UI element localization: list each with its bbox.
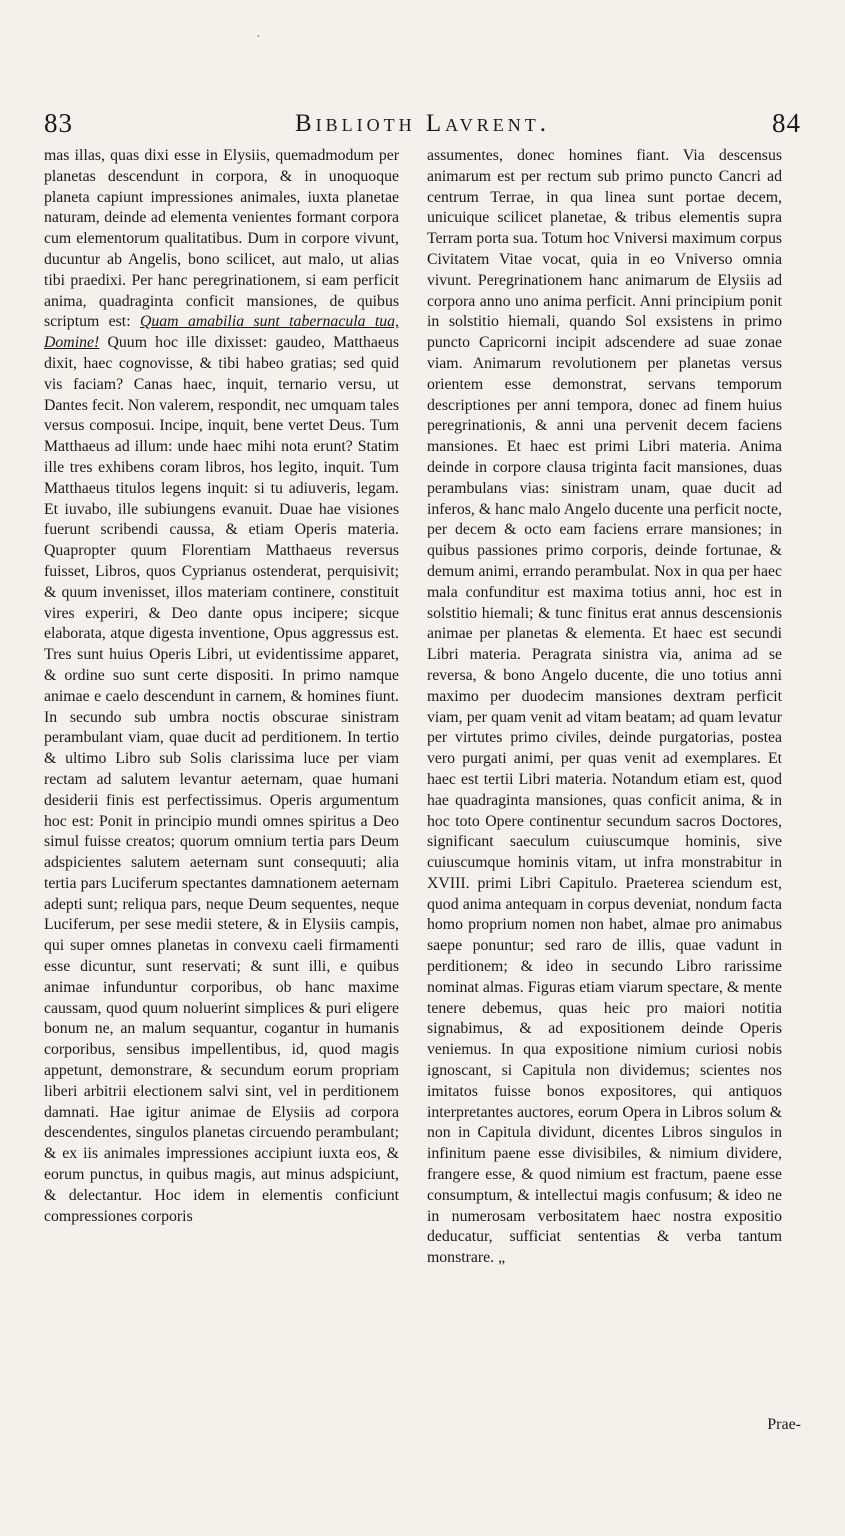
left-text-part-a: mas illas, quas dixi esse in Elysiis, quemadmodum per planetas descendunt in corpora, & in unoquoque planeta capiunt impressiones animales, iuxta planetae naturam, deinde ad elementa venientes formant corpora cum elementorum qualitatibus. Dum in corpore vivunt, ducuntur ab Angelis, bono scilicet, aut malo, ut alias tibi praedixi. Per hanc peregrinationem, si eam perficit anima, quadraginta conficit mansiones, de quibus scriptum est: xyxy=(44,147,399,331)
catchword: Prae- xyxy=(767,1416,801,1433)
page-number-left: 83 xyxy=(44,108,73,138)
right-column xyxy=(427,146,782,1269)
left-text-part-b: Quum hoc ille dixisset: gaudeo, Matthaeus dixit, haec cognovisse, & tibi habeo gratias; sed quid vis faciam? Canas haec, inquit, ternario versu, ut Dantes fecit. Non valerem, respondit, nec umquam tales versus composui. Incipe, inquit, bene vertet Deus. Tum Matthaeus ad illum: unde haec mihi nota erunt? Statim ille tres exhibens coram libros, hos legito, inquit. Tum Matthaeus titulos legens inquit: si tu adiuveris, legam. Et iuvabo, ille subiungens evanuit. Duae hae visiones fuerunt scribendi caussa, & etiam Operis materia. Quapropter quum Florentiam Matthaeus reversus fuisset, Libros, quos Cyprianus ostenderat, perquisivit; & quum invenisset, illos materiam continere, constituit vires experiri, & Deo dante opus incipere; sicque elaborata, atque digesta inventione, Opus aggressus est. Tres sunt huius Operis Libri, ut evidentissime apparet, & ordine suo sunt certe dispositi. In primo namque animae e caelo descendunt in carnem, & homines fiunt. In secundo sub umbra noctis obscurae sinistram perambulant viam, quae ducit ad perditionem. In tertio & ultimo Libro sub Solis clarissima luce per viam rectam ad salutem levantur aeternam, quae humani desiderii finis est perfectissimus. Operis argumentum hoc est: Ponit in principio mundi omnes spiritus a Deo simul fuisse creatos; quorum omnium tertia pars Deum adspicientes salutem aeternam sunt consequuti; alia tertia pars Luciferum spectantes damnationem aeternam adepti sunt; reliqua pars, neque Deum sequentes, neque Luciferum, per sese medii stetere, & in Elysiis campis, qui super omnes planetas in convexu caeli firmamenti esse dicuntur, sunt reservati; & sunt illi, e quibus animae infunduntur corporibus, ob hanc maxime caussam, quod quum noluerint simplices & puri eligere bonum ne, an malum sequantur, cogantur in humanis corporibus, sensibus impellentibus, id, quod magis appetunt, demonstrare, & secundum eorum propriam liberi arbitrii electionem salvi sint, vel in perditionem damnati. Hae igitur animae de Elysiis ad corpora descendentes, singulos planetas circuendo perambulant; & ex iis animales impressiones accipiunt iuxta eos, & eorum punctus, in quibus magis, aut minus adspiciunt, & delectantur. Hoc idem in elementis conficiunt compressiones corporis xyxy=(44,334,399,1225)
left-column xyxy=(44,146,399,1227)
page-number-right: 84 xyxy=(772,108,801,138)
right-column-text: assumentes, donec homines fiant. Via descensus animarum est per rectum sub primo puncto Cancri ad centrum Terrae, in qua linea sunt portae decem, unicuique scilicet planetae, & tribus elementis supra Terram porta sua. Totum hoc Vniversi maximum corpus Civitatem Vitae vocat, quia in eo Vniverso omnia vivunt. Peregrinationem hanc animarum de Elysiis ad corpora anno uno anima perficit. Anni principium ponit in solstitio hiemali, quando Sol exsistens in primo puncto Capricorni incipit adscendere ad suae zonae viam. Animarum revolutionem per planetas versus orientem esse demonstrat, servans temporum descriptiones per anni tempora, donec ad finem huius peregrinationis, & anni una pervenit decem faciens mansiones. Et haec est primi Libri materia. Anima deinde in corpore clausa triginta facit mansiones, duas perambulans vias: sinistram unam, quae ducit ad inferos, & hanc malo Angelo ducente una perficit nocte, per decem & octo eam faciens errare mansiones; in quibus passiones primo corporis, deinde fortunae, & demum animi, errando perambulat. Nox in qua per haec mala confunditur est maxima totius anni, hoc est in solstitio hiemali; & tunc finitus erat annus descensionis animae per planetas & elementa. Et haec est secundi Libri materia. Peragrata sinistra via, anima ad se reversa, & bono Angelo ducente, die uno totius anni maximo per duodecim mansiones dextram perficit viam, per quam venit ad vitam beatam; ad quam levatur per virtutes primo civiles, deinde purgatorias, postea vero purgati animi, per quas venit ad exemplares. Et haec est tertii Libri materia. Notandum etiam est, quod hae quadraginta mansiones, quas conficit anima, & in hoc toto Opere continentur secundum sacros Doctores, significant saeculum cuiuscumque hominis, sive cuiuscumque hominis vitam, ut infra monstrabitur in XVIII. primi Libri Capitulo. Praeterea sciendum est, quod anima antequam in corpus deveniat, nondum facta homo proprium nomen non habet, almae pro animabus saepe ponuntur; sed raro de illis, quae vadunt in perditionem; & ideo in secundo Libro rarissime nominat almas. Figuras etiam viarum spectare, & mente tenere debemus, quas heic pro maiori notitia signabimus, & ad expositionem deinde Operis veniemus. In qua expositione nimium curiosi nobis ignoscant, si Capitula non dividemus; scientes nos imitatos fuisse bonos expositores, qui antiquos interpretantes auctores, eorum Opera in Libros solum & non in Capitula dividunt, dicentes Libros singulos in infinitum paene esse divisibiles, & nimium dividere, frangere esse, & quod nimium est fractum, paene esse consumptum, & intellectui magis confusum; & ideo ne in numerosam verbositatem haec nostra expositio deducatur, sufficiat sententias & verba tantum monstrare. „ xyxy=(427,147,782,1267)
page-header xyxy=(44,108,801,148)
running-title: Biblioth Lavrent. xyxy=(294,110,551,137)
left-column-text xyxy=(44,146,399,1227)
scripture-citation: Quam amabilia sunt tabernacula tua, Domine! xyxy=(44,313,400,352)
page-speck: · xyxy=(256,30,261,45)
